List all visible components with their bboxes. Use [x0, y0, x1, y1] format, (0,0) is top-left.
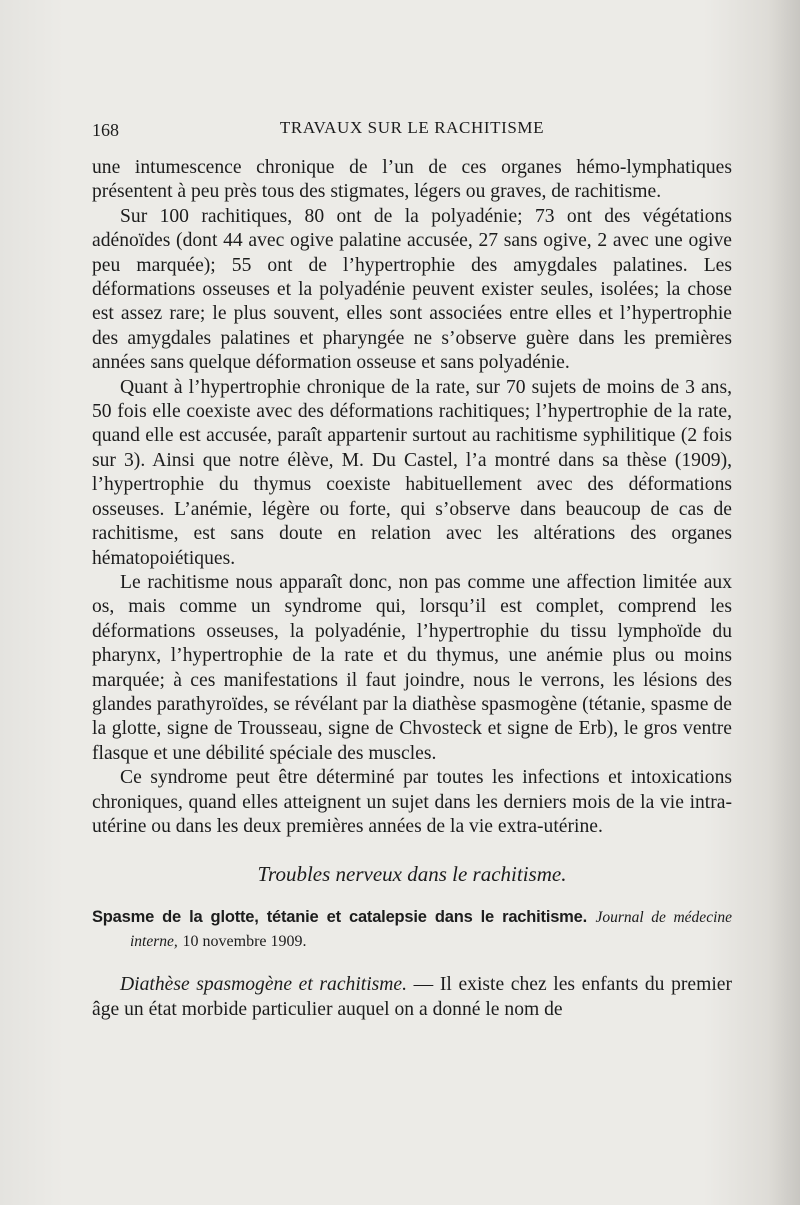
reference-journal: Journal de médecine interne,: [130, 909, 733, 951]
paragraph-spleen: Quant à l’hypertrophie chronique de la rate, sur 70 sujets de moins de 3 ans, 50 fois elle coexiste avec des déformations rachitiques; l’hypertrophie de la rate, quand elle est accusée, paraît appartenir surtout au rachitisme syphilitique (2 fois sur 3). Ainsi que notre élève, M. Du Castel, l’a montré dans sa thèse (1909), l’hypertrophie du thymus coexiste habituellement avec des déformations osseuses. L’anémie, légère ou forte, qui s’observe dans beaucoup de cas de rachitisme, est sans doute en relation avec les altérations des organes hématopoiétiques.: [92, 376, 732, 569]
bibliographic-reference: [92, 905, 732, 953]
paragraph-statistics: Sur 100 rachitiques, 80 ont de la polyadénie; 73 ont des végétations adénoïdes (dont 44 avec ogive palatine accusée, 27 sans ogive, 2 avec une ogive peu marquée); 55 ont de l’hypertrophie des amygdales palatines. Les déformations osseuses et la polyadénie peuvent exister seules, isolées; la chose est assez rare; le plus souvent, elles sont associées entre elles et l’hypertrophie des amygdales palatines et pharyngée ne s’observe guère dans les premières années sans quelque déformation osseuse et sans polyadénie.: [92, 205, 732, 374]
paragraph-causes: Ce syndrome peut être déterminé par toutes les infections et intoxications chroniques, quand elles atteignent un sujet dans les derniers mois de la vie intra-utérine ou dans les deux premières années de la vie extra-utérine.: [92, 767, 732, 837]
paragraph-lead: Diathèse spasmogène et rachitisme.: [120, 974, 408, 996]
section-title: Troubles nerveux dans le rachitisme.: [257, 862, 567, 887]
paragraph-diathesis: [92, 973, 732, 1022]
paragraph-continuation: une intumescence chronique de l’un de ces organes hémo-lymphatiques présentent à peu près tous des stigmates, légers ou graves, de rachitisme.: [92, 157, 732, 203]
running-title: TRAVAUX SUR LE RACHITISME: [279, 118, 545, 137]
page-body: [92, 156, 732, 1022]
paragraph-text: — Il existe chez les enfants du premier âge un état morbide particulier auquel on a donné le nom de: [92, 974, 732, 1020]
reference-date: 10 novembre 1909.: [182, 933, 307, 951]
paragraph-syndrome: Le rachitisme nous apparaît donc, non pas comme une affection limitée aux os, mais comme un syndrome qui, lorsqu’il est complet, comprend les déformations osseuses, la polyadénie, l’hypertrophie du tissu lymphoïde du pharynx, l’hypertrophie de la rate et du thymus, une anémie plus ou moins marquée; à ces manifestations il faut joindre, nous le verrons, les lésions des glandes parathyroïdes, se révélant par la diathèse spasmogène (tétanie, spasme de la glotte, signe de Trousseau, signe de Chvosteck et signe de Erb), le gros ventre flasque et une débilité spéciale des muscles.: [92, 571, 732, 764]
page-number: 168: [92, 120, 119, 140]
page-header: [92, 118, 732, 144]
reference-title: Spasme de la glotte, tétanie et catalepsie dans le rachitisme.: [92, 908, 588, 927]
